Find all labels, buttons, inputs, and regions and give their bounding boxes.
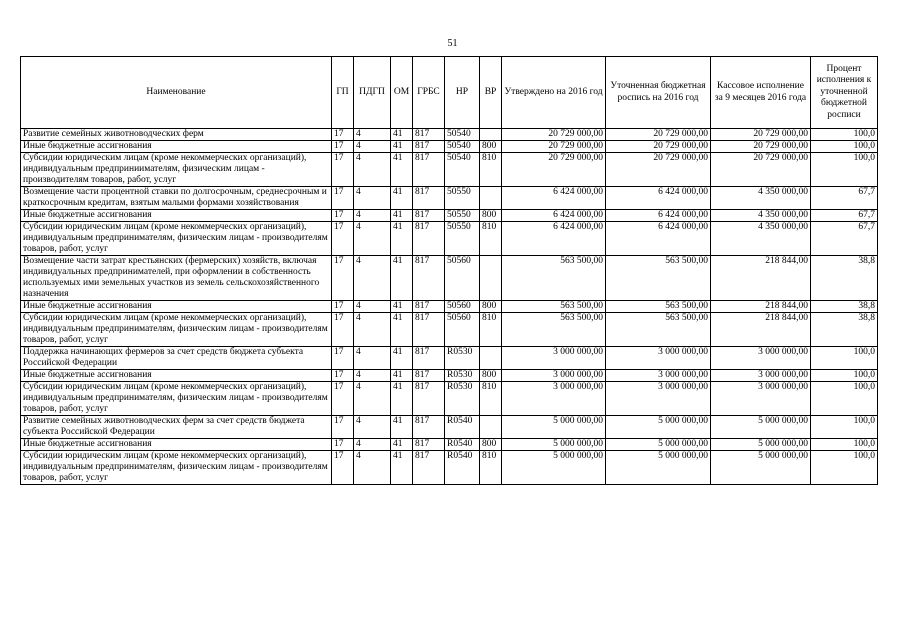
cell-refined: 20 729 000,00 bbox=[606, 141, 711, 153]
cell-grbs: 817 bbox=[413, 451, 445, 485]
cell-name: Поддержка начинающих фермеров за счет средств бюджета субъекта Российской Федерации bbox=[21, 347, 332, 370]
cell-gp: 17 bbox=[332, 451, 354, 485]
cell-cash: 4 350 000,00 bbox=[711, 222, 811, 256]
cell-refined: 563 500,00 bbox=[606, 301, 711, 313]
cell-pgp: 4 bbox=[354, 301, 391, 313]
cell-pgp: 4 bbox=[354, 370, 391, 382]
cell-approved: 6 424 000,00 bbox=[502, 222, 606, 256]
cell-np: 50540 bbox=[445, 153, 480, 187]
table-row bbox=[21, 256, 878, 301]
cell-name: Возмещение части процентной ставки по долгосрочным, среднесрочным и краткосрочным кредитам, взятым малыми формами хозяйствования bbox=[21, 187, 332, 210]
cell-om: 41 bbox=[391, 416, 413, 439]
cell-np: 50550 bbox=[445, 187, 480, 210]
header-gp: ГП bbox=[332, 57, 354, 129]
table-row bbox=[21, 141, 878, 153]
cell-pgp: 4 bbox=[354, 382, 391, 416]
cell-percent: 67,7 bbox=[811, 210, 878, 222]
header-om: ОМ bbox=[391, 57, 413, 129]
cell-om: 41 bbox=[391, 439, 413, 451]
cell-vr bbox=[480, 416, 502, 439]
header-cash: Кассовое исполнение за 9 месяцев 2016 года bbox=[711, 57, 811, 129]
cell-grbs: 817 bbox=[413, 210, 445, 222]
cell-approved: 20 729 000,00 bbox=[502, 153, 606, 187]
cell-cash: 218 844,00 bbox=[711, 313, 811, 347]
cell-percent: 67,7 bbox=[811, 187, 878, 210]
cell-cash: 3 000 000,00 bbox=[711, 370, 811, 382]
cell-grbs: 817 bbox=[413, 301, 445, 313]
cell-approved: 6 424 000,00 bbox=[502, 210, 606, 222]
cell-name: Субсидии юридическим лицам (кроме некоммерческих организаций), индивидуальным предпринимателям, физическим лицам - производителям товаров, работ, услуг bbox=[21, 222, 332, 256]
cell-om: 41 bbox=[391, 313, 413, 347]
cell-gp: 17 bbox=[332, 416, 354, 439]
cell-grbs: 817 bbox=[413, 416, 445, 439]
cell-cash: 3 000 000,00 bbox=[711, 382, 811, 416]
header-np: НР bbox=[445, 57, 480, 129]
cell-approved: 20 729 000,00 bbox=[502, 141, 606, 153]
table-row bbox=[21, 210, 878, 222]
cell-percent: 38,8 bbox=[811, 301, 878, 313]
cell-vr: 810 bbox=[480, 382, 502, 416]
cell-om: 41 bbox=[391, 222, 413, 256]
cell-np: 50550 bbox=[445, 210, 480, 222]
cell-om: 41 bbox=[391, 382, 413, 416]
cell-approved: 6 424 000,00 bbox=[502, 187, 606, 210]
cell-pgp: 4 bbox=[354, 210, 391, 222]
cell-vr: 800 bbox=[480, 301, 502, 313]
cell-gp: 17 bbox=[332, 210, 354, 222]
cell-approved: 563 500,00 bbox=[502, 301, 606, 313]
table-row bbox=[21, 313, 878, 347]
cell-gp: 17 bbox=[332, 370, 354, 382]
cell-pgp: 4 bbox=[354, 153, 391, 187]
table-body bbox=[21, 129, 878, 485]
cell-np: 50540 bbox=[445, 141, 480, 153]
header-pgp: ПДГП bbox=[354, 57, 391, 129]
cell-vr: 800 bbox=[480, 439, 502, 451]
cell-np: R0540 bbox=[445, 416, 480, 439]
cell-vr: 800 bbox=[480, 210, 502, 222]
cell-name: Иные бюджетные ассигнования bbox=[21, 439, 332, 451]
cell-refined: 6 424 000,00 bbox=[606, 222, 711, 256]
cell-gp: 17 bbox=[332, 141, 354, 153]
cell-refined: 20 729 000,00 bbox=[606, 129, 711, 141]
cell-refined: 563 500,00 bbox=[606, 313, 711, 347]
cell-refined: 563 500,00 bbox=[606, 256, 711, 301]
cell-om: 41 bbox=[391, 129, 413, 141]
cell-pgp: 4 bbox=[354, 451, 391, 485]
cell-om: 41 bbox=[391, 141, 413, 153]
cell-cash: 4 350 000,00 bbox=[711, 187, 811, 210]
table-row bbox=[21, 451, 878, 485]
cell-gp: 17 bbox=[332, 129, 354, 141]
cell-percent: 100,0 bbox=[811, 370, 878, 382]
cell-gp: 17 bbox=[332, 222, 354, 256]
cell-np: 50560 bbox=[445, 313, 480, 347]
table-row bbox=[21, 347, 878, 370]
header-approved: Утверждено на 2016 год bbox=[502, 57, 606, 129]
cell-pgp: 4 bbox=[354, 256, 391, 301]
cell-percent: 100,0 bbox=[811, 439, 878, 451]
cell-np: 50540 bbox=[445, 129, 480, 141]
table-row bbox=[21, 416, 878, 439]
cell-approved: 20 729 000,00 bbox=[502, 129, 606, 141]
cell-vr: 800 bbox=[480, 370, 502, 382]
header-percent: Процент исполнения к уточненной бюджетной росписи bbox=[811, 57, 878, 129]
cell-om: 41 bbox=[391, 347, 413, 370]
cell-refined: 3 000 000,00 bbox=[606, 370, 711, 382]
cell-name: Возмещение части затрат крестьянских (фермерских) хозяйств, включая индивидуальных предпринимателей, при оформлении в собственность используемых ими земельных участков из земель сельскохозяйственного назначения bbox=[21, 256, 332, 301]
cell-percent: 100,0 bbox=[811, 382, 878, 416]
header-refined: Уточненная бюджетная роспись на 2016 год bbox=[606, 57, 711, 129]
cell-percent: 100,0 bbox=[811, 416, 878, 439]
cell-refined: 5 000 000,00 bbox=[606, 451, 711, 485]
cell-np: R0530 bbox=[445, 370, 480, 382]
cell-gp: 17 bbox=[332, 153, 354, 187]
cell-grbs: 817 bbox=[413, 370, 445, 382]
cell-grbs: 817 bbox=[413, 347, 445, 370]
cell-cash: 218 844,00 bbox=[711, 301, 811, 313]
cell-approved: 563 500,00 bbox=[502, 256, 606, 301]
cell-vr: 810 bbox=[480, 451, 502, 485]
cell-name: Субсидии юридическим лицам (кроме некоммерческих организаций), индивидуальным предпринимателям, физическим лицам - производителям товаров, работ, услуг bbox=[21, 451, 332, 485]
cell-np: R0530 bbox=[445, 347, 480, 370]
cell-percent: 100,0 bbox=[811, 129, 878, 141]
cell-refined: 3 000 000,00 bbox=[606, 347, 711, 370]
cell-name: Иные бюджетные ассигнования bbox=[21, 210, 332, 222]
cell-name: Развитие семейных животноводческих ферм за счет средств бюджета субъекта Российской Федерации bbox=[21, 416, 332, 439]
header-vr: ВР bbox=[480, 57, 502, 129]
cell-cash: 20 729 000,00 bbox=[711, 129, 811, 141]
cell-pgp: 4 bbox=[354, 313, 391, 347]
cell-pgp: 4 bbox=[354, 439, 391, 451]
cell-vr: 800 bbox=[480, 141, 502, 153]
table-row bbox=[21, 222, 878, 256]
table-row bbox=[21, 439, 878, 451]
cell-om: 41 bbox=[391, 153, 413, 187]
cell-refined: 6 424 000,00 bbox=[606, 210, 711, 222]
cell-cash: 20 729 000,00 bbox=[711, 141, 811, 153]
cell-name: Развитие семейных животноводческих ферм bbox=[21, 129, 332, 141]
cell-np: R0540 bbox=[445, 451, 480, 485]
cell-np: 50550 bbox=[445, 222, 480, 256]
cell-refined: 5 000 000,00 bbox=[606, 439, 711, 451]
cell-name: Иные бюджетные ассигнования bbox=[21, 301, 332, 313]
cell-grbs: 817 bbox=[413, 313, 445, 347]
cell-om: 41 bbox=[391, 301, 413, 313]
cell-np: 50560 bbox=[445, 301, 480, 313]
cell-name: Иные бюджетные ассигнования bbox=[21, 370, 332, 382]
cell-cash: 5 000 000,00 bbox=[711, 439, 811, 451]
cell-np: R0530 bbox=[445, 382, 480, 416]
header-name: Наименование bbox=[21, 57, 332, 129]
cell-om: 41 bbox=[391, 187, 413, 210]
cell-approved: 3 000 000,00 bbox=[502, 370, 606, 382]
cell-cash: 20 729 000,00 bbox=[711, 153, 811, 187]
cell-om: 41 bbox=[391, 370, 413, 382]
cell-np: R0540 bbox=[445, 439, 480, 451]
cell-vr: 810 bbox=[480, 222, 502, 256]
cell-gp: 17 bbox=[332, 382, 354, 416]
cell-percent: 100,0 bbox=[811, 451, 878, 485]
cell-pgp: 4 bbox=[354, 222, 391, 256]
cell-vr bbox=[480, 256, 502, 301]
cell-pgp: 4 bbox=[354, 129, 391, 141]
table-row bbox=[21, 301, 878, 313]
cell-grbs: 817 bbox=[413, 129, 445, 141]
cell-name: Субсидии юридическим лицам (кроме некоммерческих организаций), индивидуальным предприниимателям, физическим лицам - производителям товаров, работ, услуг bbox=[21, 153, 332, 187]
cell-approved: 5 000 000,00 bbox=[502, 451, 606, 485]
cell-approved: 5 000 000,00 bbox=[502, 416, 606, 439]
cell-approved: 5 000 000,00 bbox=[502, 439, 606, 451]
cell-grbs: 817 bbox=[413, 141, 445, 153]
cell-refined: 5 000 000,00 bbox=[606, 416, 711, 439]
cell-percent: 100,0 bbox=[811, 347, 878, 370]
page-number: 51 bbox=[447, 38, 458, 49]
cell-refined: 6 424 000,00 bbox=[606, 187, 711, 210]
cell-name: Субсидии юридическим лицам (кроме некоммерческих организаций), индивидуальным предпринимателям, физическим лицам - производителям товаров, работ, услуг bbox=[21, 382, 332, 416]
cell-vr bbox=[480, 347, 502, 370]
table-row bbox=[21, 187, 878, 210]
cell-cash: 218 844,00 bbox=[711, 256, 811, 301]
cell-vr: 810 bbox=[480, 153, 502, 187]
cell-cash: 5 000 000,00 bbox=[711, 416, 811, 439]
cell-grbs: 817 bbox=[413, 439, 445, 451]
cell-percent: 100,0 bbox=[811, 153, 878, 187]
cell-cash: 4 350 000,00 bbox=[711, 210, 811, 222]
cell-name: Субсидии юридическим лицам (кроме некоммерческих организаций), индивидуальным предпринимателям, физическим лицам - производителям товаров, работ, услуг bbox=[21, 313, 332, 347]
cell-gp: 17 bbox=[332, 187, 354, 210]
cell-refined: 20 729 000,00 bbox=[606, 153, 711, 187]
cell-percent: 38,8 bbox=[811, 256, 878, 301]
cell-grbs: 817 bbox=[413, 222, 445, 256]
cell-gp: 17 bbox=[332, 301, 354, 313]
cell-gp: 17 bbox=[332, 439, 354, 451]
cell-refined: 3 000 000,00 bbox=[606, 382, 711, 416]
cell-om: 41 bbox=[391, 210, 413, 222]
cell-vr bbox=[480, 129, 502, 141]
cell-vr: 810 bbox=[480, 313, 502, 347]
cell-grbs: 817 bbox=[413, 153, 445, 187]
cell-approved: 563 500,00 bbox=[502, 313, 606, 347]
cell-om: 41 bbox=[391, 451, 413, 485]
header-row bbox=[21, 57, 878, 129]
budget-table bbox=[20, 56, 878, 485]
cell-np: 50560 bbox=[445, 256, 480, 301]
table-row bbox=[21, 129, 878, 141]
cell-vr bbox=[480, 187, 502, 210]
header-grbs: ГРБС bbox=[413, 57, 445, 129]
table-row bbox=[21, 153, 878, 187]
cell-approved: 3 000 000,00 bbox=[502, 382, 606, 416]
cell-gp: 17 bbox=[332, 256, 354, 301]
cell-cash: 3 000 000,00 bbox=[711, 347, 811, 370]
cell-gp: 17 bbox=[332, 347, 354, 370]
cell-approved: 3 000 000,00 bbox=[502, 347, 606, 370]
cell-percent: 100,0 bbox=[811, 141, 878, 153]
cell-percent: 67,7 bbox=[811, 222, 878, 256]
cell-pgp: 4 bbox=[354, 187, 391, 210]
cell-name: Иные бюджетные ассигнования bbox=[21, 141, 332, 153]
cell-pgp: 4 bbox=[354, 416, 391, 439]
cell-om: 41 bbox=[391, 256, 413, 301]
table-row bbox=[21, 382, 878, 416]
cell-pgp: 4 bbox=[354, 347, 391, 370]
table-row bbox=[21, 370, 878, 382]
cell-cash: 5 000 000,00 bbox=[711, 451, 811, 485]
cell-grbs: 817 bbox=[413, 382, 445, 416]
cell-gp: 17 bbox=[332, 313, 354, 347]
cell-pgp: 4 bbox=[354, 141, 391, 153]
cell-grbs: 817 bbox=[413, 256, 445, 301]
cell-grbs: 817 bbox=[413, 187, 445, 210]
cell-percent: 38,8 bbox=[811, 313, 878, 347]
